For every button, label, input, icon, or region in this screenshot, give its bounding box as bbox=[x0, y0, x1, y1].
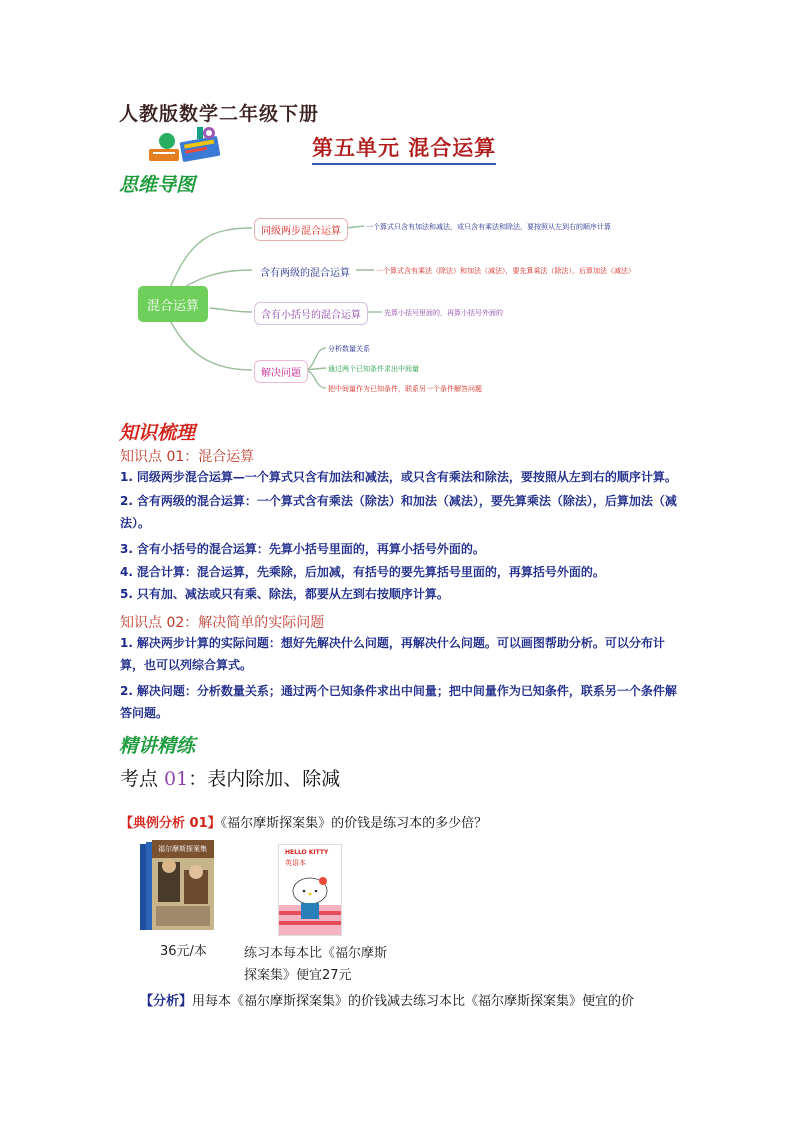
mindmap-leaf-1: 一个算式只含有加法和减法，或只含有乘法和除法，要按照从左到右的顺序计算 bbox=[366, 223, 611, 231]
mindmap-branch-4: 解决问题 bbox=[254, 360, 308, 383]
example-tag: 【典例分析 01】 bbox=[120, 816, 221, 831]
item-number: 1. bbox=[120, 470, 133, 484]
knowledge-point-2-item-1 bbox=[120, 632, 680, 676]
book-cover-title: 福尔摩斯探案集 bbox=[158, 845, 207, 853]
item-text: 含有小括号的混合运算：先算小括号里面的，再算小括号外面的。 bbox=[136, 542, 485, 556]
mindmap bbox=[120, 200, 680, 400]
mindmap-leaf-4c: 把中间量作为已知条件，联系另一个条件解答问题 bbox=[328, 385, 482, 393]
item-number: 2. bbox=[120, 494, 133, 508]
item-text: 只有加、减法或只有乘、除法，都要从左到右按顺序计算。 bbox=[136, 587, 449, 601]
caption-left: 36元/本 bbox=[160, 944, 207, 959]
example-question bbox=[120, 812, 487, 831]
mindmap-leaf-4a: 分析数量关系 bbox=[328, 345, 370, 353]
notebook-label: 英语本 bbox=[285, 859, 306, 867]
item-text: 混合计算：混合运算，先乘除，后加减，有括号的要先算括号里面的，再算括号外面的。 bbox=[136, 565, 605, 579]
analysis bbox=[140, 990, 700, 1009]
item-number: 4. bbox=[120, 565, 133, 579]
kaodian-title bbox=[120, 764, 340, 791]
mindmap-leaf-3: 先算小括号里面的，再算小括号外面的 bbox=[384, 309, 503, 317]
item-text: 解决问题：分析数量关系；通过两个已知条件求出中间量；把中间量作为已知条件，联系另一个条件解答问题。 bbox=[120, 684, 677, 720]
kaodian-text: ：表内除加、除减 bbox=[188, 768, 341, 790]
example-question-text: 《福尔摩斯探案集》的价钱是练习本的多少倍？ bbox=[220, 816, 488, 831]
knowledge-point-1-item-4 bbox=[120, 561, 680, 583]
mindmap-heading: 思维导图 bbox=[119, 174, 196, 196]
notebook-brand: HELLO KITTY bbox=[285, 849, 329, 856]
item-text: 同级两步混合运算—一个算式只含有加法和减法，或只含有乘法和除法，要按照从左到右的顺序计算。 bbox=[136, 470, 677, 484]
mindmap-branch-1: 同级两步混合运算 bbox=[254, 218, 348, 241]
caption-right-line-2: 探案集》便宜27元 bbox=[244, 968, 352, 983]
book-title: 人教版数学二年级下册 bbox=[119, 103, 320, 125]
item-number: 5. bbox=[120, 587, 133, 601]
kitty-icon bbox=[279, 845, 341, 935]
knowledge-point-1-item-1 bbox=[120, 466, 680, 488]
mindmap-leaf-2: 一个算式含有乘法（除法）和加法（减法），要先算乘法（除法），后算加法（减法） bbox=[376, 267, 635, 275]
analysis-text: 用每本《福尔摩斯探案集》的价钱减去练习本比《福尔摩斯探案集》便宜的价 bbox=[192, 994, 635, 1009]
item-text: 含有两级的混合运算：一个算式含有乘法（除法）和加法（减法），要先算乘法（除法），后算加法（减法）。 bbox=[120, 494, 677, 530]
holmes-book-image bbox=[138, 840, 218, 932]
mindmap-leaf-4b: 通过两个已知条件求出中间量 bbox=[328, 365, 419, 373]
item-text: 解决两步计算的实际问题：想好先解决什么问题，再解决什么问题。可以画图帮助分析。可以分布计算，也可以列综合算式。 bbox=[120, 636, 665, 672]
unit-title: 第五单元 混合运算 bbox=[312, 132, 496, 165]
analysis-tag: 【分析】 bbox=[140, 994, 193, 1009]
knowledge-heading: 知识梳理 bbox=[119, 422, 196, 444]
notebook-image bbox=[278, 844, 342, 936]
kaodian-number: 01 bbox=[164, 768, 189, 790]
mindmap-branch-2: 含有两级的混合运算 bbox=[254, 261, 356, 282]
knowledge-point-1-title: 知识点 01：混合运算 bbox=[120, 449, 255, 465]
knowledge-point-1-item-2 bbox=[120, 490, 680, 534]
item-number: 1. bbox=[120, 636, 133, 650]
kaodian-prefix: 考点 bbox=[120, 768, 165, 790]
knowledge-point-2-item-2 bbox=[120, 680, 680, 724]
knowledge-point-2-title: 知识点 02：解决简单的实际问题 bbox=[120, 615, 325, 631]
practice-heading: 精讲精练 bbox=[119, 735, 196, 757]
caption-right-line-1: 练习本每本比《福尔摩斯 bbox=[244, 946, 388, 961]
mindmap-root: 混合运算 bbox=[138, 286, 208, 322]
item-number: 2. bbox=[120, 684, 133, 698]
knowledge-point-1-item-3 bbox=[120, 538, 680, 560]
decorative-illustration bbox=[145, 125, 225, 165]
knowledge-point-1-item-5 bbox=[120, 583, 680, 605]
item-number: 3. bbox=[120, 542, 133, 556]
mindmap-branch-3: 含有小括号的混合运算 bbox=[254, 302, 368, 325]
